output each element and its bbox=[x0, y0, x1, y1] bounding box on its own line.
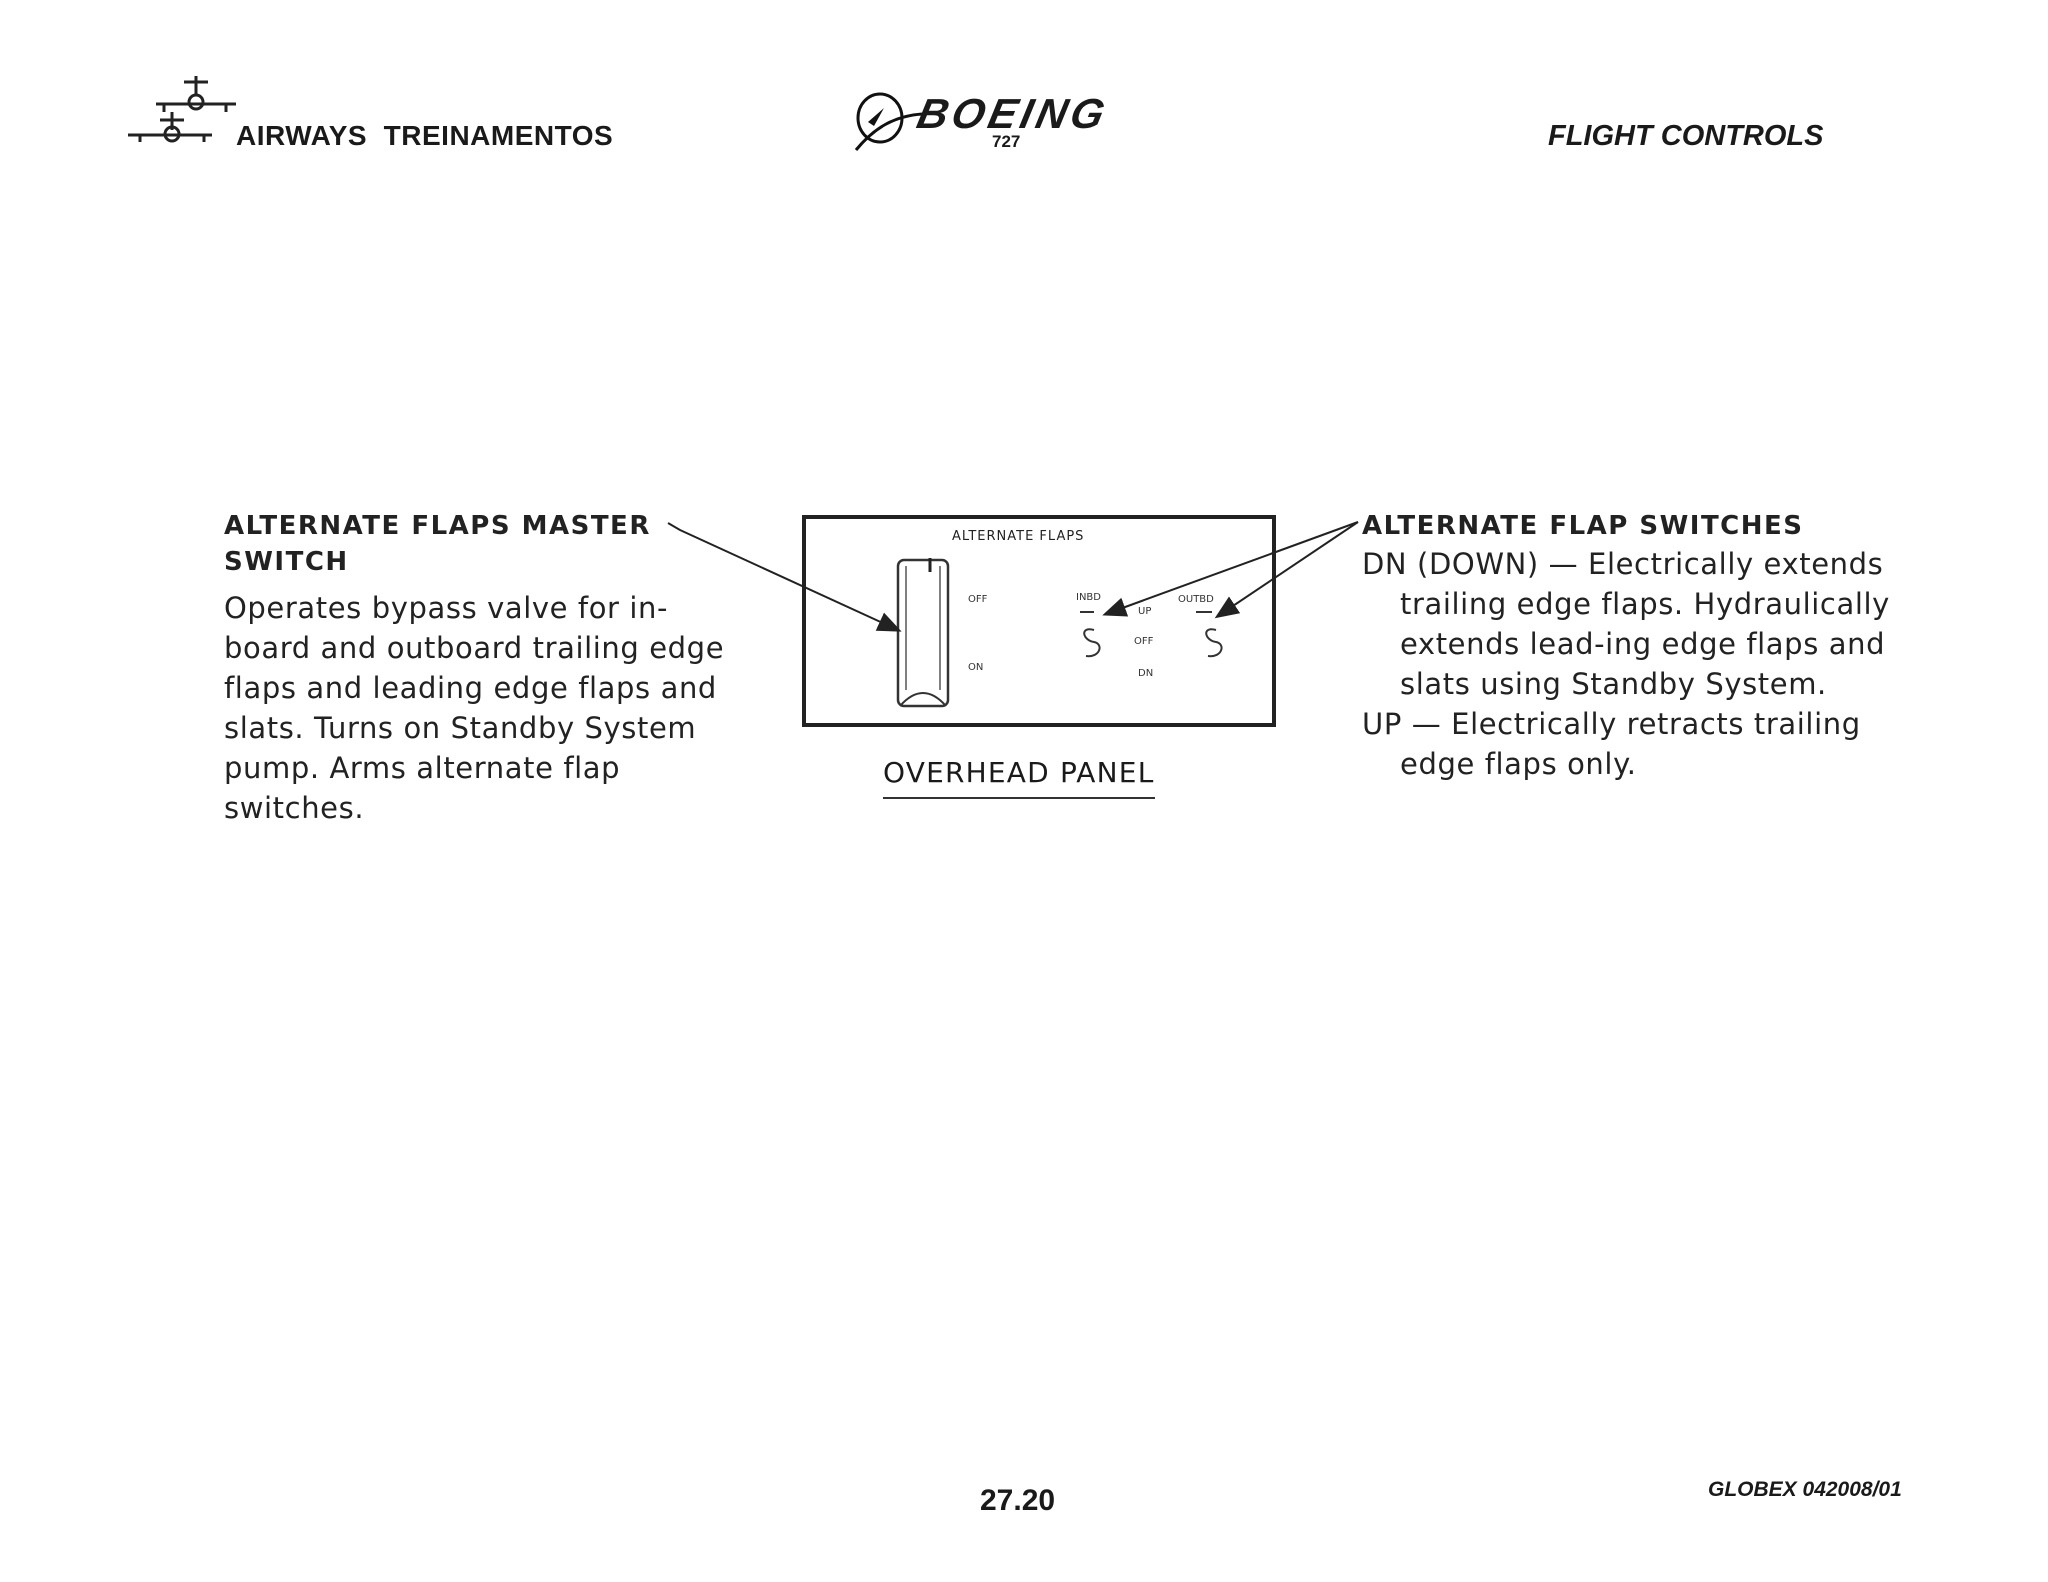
master-switch-heading-line1: ALTERNATE FLAPS MASTER bbox=[224, 511, 651, 541]
master-switch-guard[interactable] bbox=[898, 558, 948, 706]
flap-switch-item-dn: DN (DOWN) — Electrically extends trailing edge flaps. Hydraulically extends lead-ing edge flaps and slats using Standby System. bbox=[1362, 547, 1890, 701]
panel-caption: OVERHEAD PANEL bbox=[883, 756, 1155, 799]
section-title: FLIGHT CONTROLS bbox=[1548, 120, 1824, 152]
master-off-label: OFF bbox=[968, 594, 988, 605]
panel-title: ALTERNATE FLAPS bbox=[952, 529, 1085, 544]
outbd-switch-leader bbox=[1218, 522, 1358, 616]
pos-off-label: OFF bbox=[1134, 636, 1154, 647]
org-name: AIRWAYS TREINAMENTOS bbox=[236, 120, 614, 151]
outbd-label: OUTBD bbox=[1178, 594, 1214, 605]
inbd-label: INBD bbox=[1076, 592, 1101, 603]
flap-switches-description bbox=[1362, 508, 1922, 784]
page-number: 27.20 bbox=[980, 1484, 1056, 1517]
flap-switches-heading: ALTERNATE FLAP SWITCHES bbox=[1362, 511, 1804, 541]
master-switch-text: Operates bypass valve for in-board and outboard trailing edge flaps and leading edge flaps and slats. Turns on Standby System pump. Arms alternate flap switches. bbox=[224, 591, 725, 825]
master-on-label: ON bbox=[968, 662, 984, 673]
panel-frame bbox=[804, 517, 1274, 725]
pos-up-label: UP bbox=[1138, 606, 1152, 617]
brand-name: BOEING bbox=[913, 90, 1113, 137]
master-switch-heading-line2: SWITCH bbox=[224, 547, 349, 577]
master-switch-leader bbox=[668, 523, 898, 630]
aircraft-model: 727 bbox=[992, 132, 1021, 151]
inbd-flap-switch[interactable] bbox=[1080, 612, 1100, 656]
outbd-flap-switch[interactable] bbox=[1196, 612, 1222, 656]
inbd-switch-leader bbox=[1106, 522, 1358, 614]
pos-dn-label: DN bbox=[1138, 668, 1154, 679]
document-code: GLOBEX 042008/01 bbox=[1708, 1478, 1902, 1501]
flap-switch-item-up: UP — Electrically retracts trailing edge flaps only. bbox=[1362, 707, 1861, 781]
